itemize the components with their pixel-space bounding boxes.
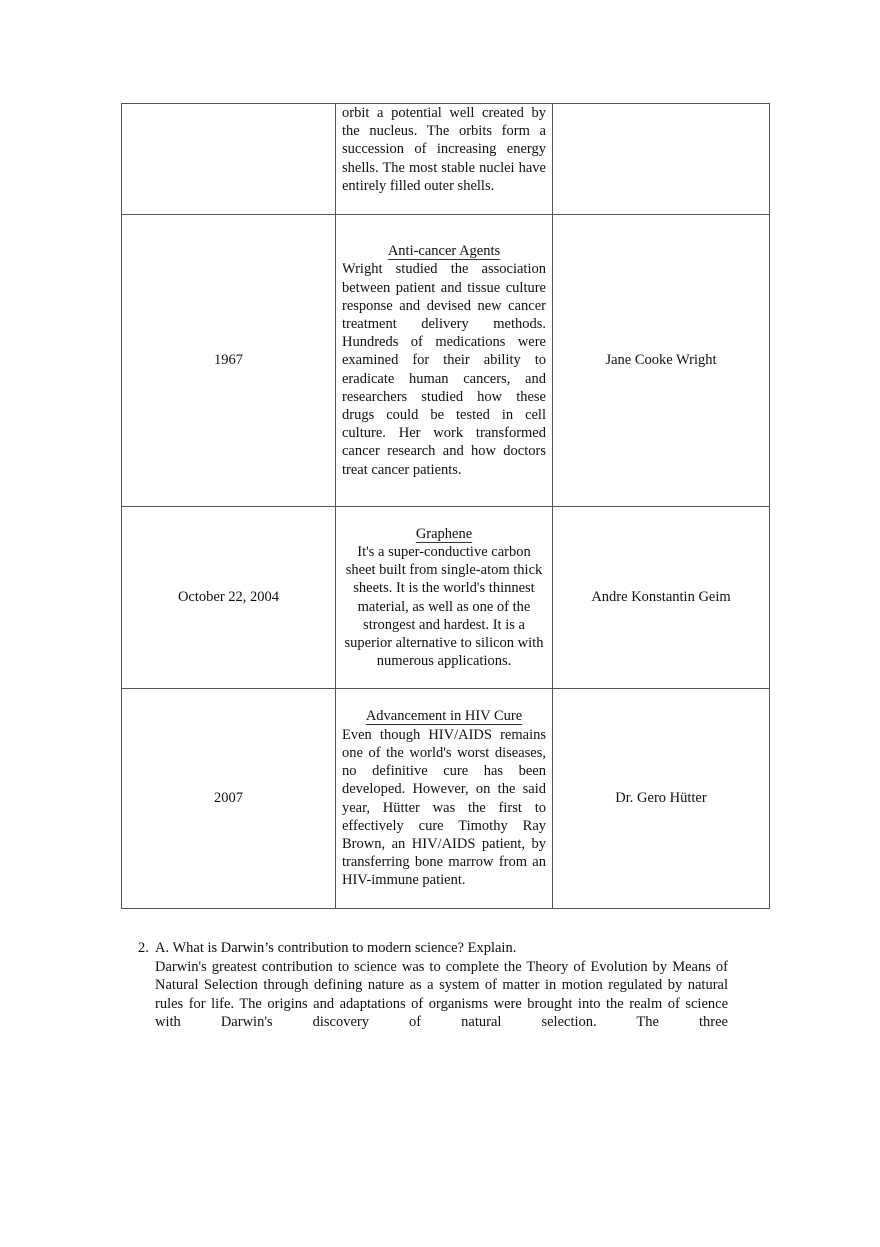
date-cell [122,104,336,215]
date-cell: October 22, 2004 [122,507,336,689]
date-cell: 1967 [122,215,336,507]
answer-text: Darwin's greatest contribution to science was to complete the Theory of Evolution by Means of Natural Selection through defining nature as a system of matter in motion regulated by natural rules for life. The origins and adaptations of organisms were brought into the realm of science with Darwin's discovery of natural selection. The three [155,958,728,1030]
description-text: orbit a potential well created by the nucleus. The orbits form a succession of increasing energy shells. The most stable nuclei have entirely filled outer shells. [342,105,546,194]
question-text: A. What is Darwin’s contribution to modern science? Explain. [155,940,517,956]
discovery-title: Advancement in HIV Cure [365,708,523,725]
person-cell: Jane Cooke Wright [553,215,770,507]
description-cell [336,507,553,689]
table-row [122,104,770,215]
description-cell [336,104,553,215]
table-row [122,215,770,507]
question-block [138,939,728,1032]
person-cell [553,104,770,215]
description-text: It's a super-conductive carbon sheet built from single-atom thick sheets. It is the world's thinnest material, as well as one of the strongest and hardest. It is a superior alternative to silicon with numerous applications. [344,543,544,670]
discovery-title: Graphene [415,525,473,542]
person-cell: Andre Konstantin Geim [553,507,770,689]
table-row [122,507,770,689]
question-number: 2. [138,940,149,956]
table-row [122,689,770,909]
discovery-title: Anti-cancer Agents [387,243,501,260]
description-text: Even though HIV/AIDS remains one of the world's worst diseases, no definitive cure has been developed. However, on the said year, Hütter was the first to effectively cure Timothy Ray Brown, an HIV/AIDS patient, by transferring bone marrow from an HIV-immune patient. [342,726,546,889]
date-cell: 2007 [122,689,336,909]
discoveries-table [121,103,770,909]
description-cell [336,215,553,507]
description-text: Wright studied the association between patient and tissue culture response and devised new cancer treatment delivery methods. Hundreds of medications were examined for their ability to eradicate human cancers, and researchers studied how these drugs could be tested in cell culture. Her work transformed cancer research and how doctors treat cancer patients. [342,261,546,478]
description-cell [336,689,553,909]
person-cell: Dr. Gero Hütter [553,689,770,909]
